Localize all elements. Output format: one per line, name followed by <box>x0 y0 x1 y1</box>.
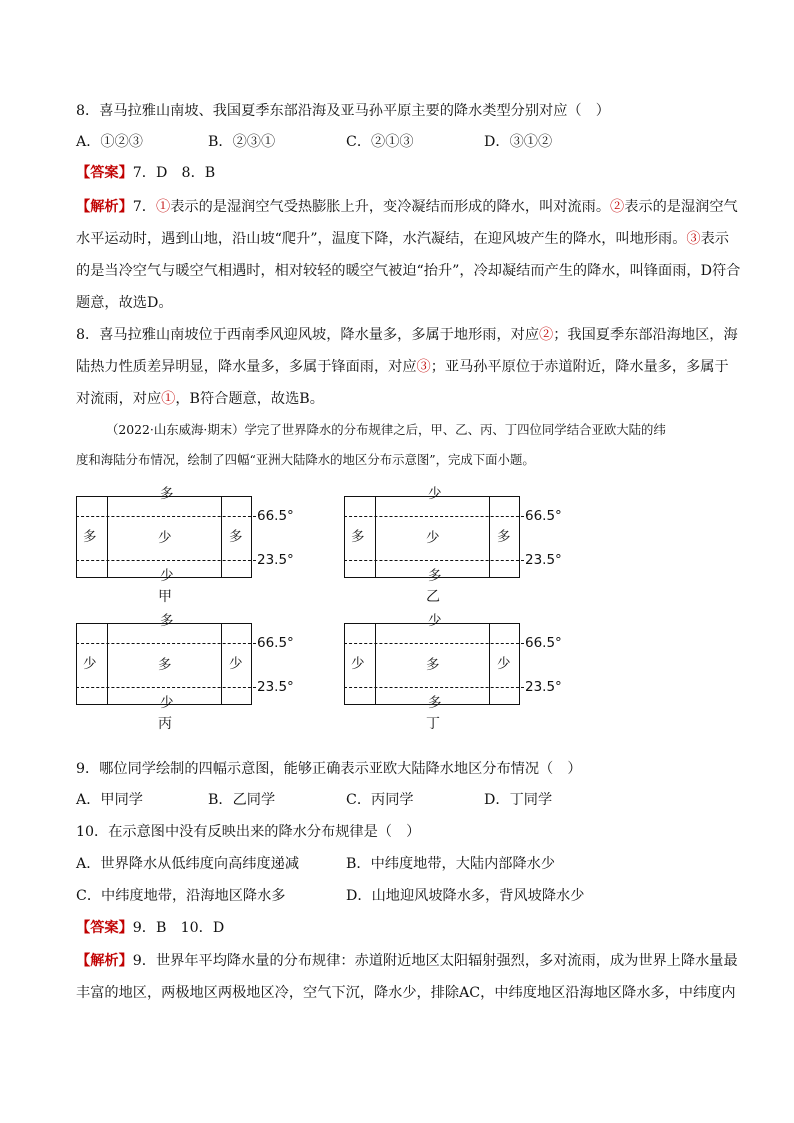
latitude-line <box>76 643 256 644</box>
q9-option-d: D．丁同学 <box>484 792 553 808</box>
coast-line <box>107 496 108 578</box>
label-top: 多 <box>160 613 174 629</box>
q8-option-c: C．②①③ <box>346 134 414 150</box>
diagram-name: 乙 <box>426 589 440 605</box>
text: ，B符合题意，故选B。 <box>175 391 324 407</box>
text: 8．喜马拉雅山南坡位于西南季风迎风坡，降水量多，多属于地形雨，对应 <box>76 327 540 343</box>
analysis-line-1 <box>76 200 736 214</box>
answer-tag: 【答案】 <box>76 165 133 181</box>
label-bottom: 多 <box>428 695 442 711</box>
answer-text: 9．B 10．D <box>132 920 225 936</box>
q8-option-a: A．①②③ <box>76 134 143 150</box>
analysis-line-5 <box>76 328 736 342</box>
text: ；我国夏季东部沿海地区，海 <box>553 327 738 343</box>
latitude-line <box>76 687 256 688</box>
intro-line-1: （2022·山东威海·期末）学完了世界降水的分布规律之后，甲、乙、丙、丁四位同学结合亚欧大陆的纬 <box>106 422 666 437</box>
coast-line <box>375 496 376 578</box>
latitude-line <box>344 687 524 688</box>
circled-3: ③ <box>686 231 701 247</box>
label-bottom: 多 <box>428 568 442 584</box>
diagram-name: 丁 <box>426 716 440 732</box>
answer-9-10 <box>76 921 736 935</box>
q9-option-c: C．丙同学 <box>346 792 414 808</box>
label-right: 多 <box>229 529 243 545</box>
label-bottom: 少 <box>160 695 174 711</box>
text: 9．世界年平均降水量的分布规律：赤道附近地区太阳辐射强烈，多对流雨，成为世界上降水量最 <box>132 953 738 969</box>
latitude-23-5: 23.5° <box>257 552 294 568</box>
analysis-line-6 <box>76 360 736 374</box>
label-center: 多 <box>158 657 172 673</box>
label-left: 少 <box>351 656 365 672</box>
text: 对流雨，对应 <box>76 391 162 407</box>
latitude-66-5: 66.5° <box>525 635 562 651</box>
q9-option-a: A．甲同学 <box>76 792 143 808</box>
q8-option-d: D．③①② <box>484 134 553 150</box>
analysis-line-7 <box>76 392 736 406</box>
coast-line <box>221 496 222 578</box>
analysis-tag: 【解析】 <box>76 953 133 969</box>
latitude-line <box>344 643 524 644</box>
label-top: 少 <box>428 486 442 502</box>
analysis2-line-1 <box>76 954 736 968</box>
q8-option-b: B．②③① <box>208 134 276 150</box>
latitude-66-5: 66.5° <box>257 508 294 524</box>
diagram-1 <box>76 486 352 638</box>
q10-option-c: C．中纬度地带，沿海地区降水多 <box>76 888 286 904</box>
label-right: 多 <box>497 529 511 545</box>
analysis2-line-2: 丰富的地区，两极地区两极地区冷，空气下沉，降水少，排除AC，中纬度地区沿海地区降水多，中纬度内 <box>76 985 736 1001</box>
q8-stem: 8．喜马拉雅山南坡、我国夏季东部沿海及亚马孙平原主要的降水类型分别对应（ ） <box>76 103 610 119</box>
label-left: 少 <box>83 656 97 672</box>
diagram-name: 甲 <box>158 589 172 605</box>
coast-line <box>221 623 222 705</box>
circled-1: ① <box>161 391 176 407</box>
q10-option-d: D．山地迎风坡降水多，背风坡降水少 <box>346 888 585 904</box>
text: 水平运动时，遇到山地，沿山坡“爬升”，温度下降，水汽凝结，在迎风坡产生的降水，叫地形雨。 <box>76 231 687 247</box>
latitude-23-5: 23.5° <box>525 679 562 695</box>
latitude-line <box>344 516 524 517</box>
label-center: 少 <box>158 530 172 546</box>
answer-text: 7．D 8．B <box>132 165 216 181</box>
coast-line <box>489 623 490 705</box>
circled-2: ② <box>539 327 554 343</box>
q10-option-a: A．世界降水从低纬度向高纬度递减 <box>76 856 300 872</box>
label-center: 少 <box>426 530 440 546</box>
coast-line <box>375 623 376 705</box>
diagram-name: 丙 <box>158 716 172 732</box>
label-center: 多 <box>426 657 440 673</box>
latitude-66-5: 66.5° <box>525 508 562 524</box>
q9-option-b: B．乙同学 <box>208 792 276 808</box>
circled-3: ③ <box>416 359 431 375</box>
answer-7-8 <box>76 166 736 180</box>
analysis-line-2 <box>76 232 736 246</box>
text: 表示的是湿润空气受热膨胀上升，变冷凝结而形成的降水，叫对流雨。 <box>170 199 611 215</box>
coast-line <box>107 623 108 705</box>
latitude-line <box>76 516 256 517</box>
diagram-2 <box>344 486 620 638</box>
answer-tag: 【答案】 <box>76 920 133 936</box>
text: 陆热力性质差异明显，降水量多，多属于锋面雨，对应 <box>76 359 417 375</box>
analysis-line-3: 的是当冷空气与暖空气相遇时，相对较轻的暖空气被迫“抬升”，冷却凝结而产生的降水，叫锋面雨，D符合 <box>76 263 741 279</box>
label-bottom: 少 <box>160 568 174 584</box>
text: ；亚马孙平原位于赤道附近，降水量多，多属于 <box>430 359 729 375</box>
q10-stem: 10．在示意图中没有反映出来的降水分布规律是（ ） <box>76 824 421 840</box>
latitude-23-5: 23.5° <box>525 552 562 568</box>
latitude-line <box>76 560 256 561</box>
label-left: 多 <box>351 529 365 545</box>
diagram-4 <box>344 613 620 765</box>
diagram-3 <box>76 613 352 765</box>
text: 表示 <box>700 231 729 247</box>
label-right: 少 <box>229 656 243 672</box>
q9-stem: 9．哪位同学绘制的四幅示意图，能够正确表示亚欧大陆降水地区分布情况（ ） <box>76 761 582 777</box>
q10-option-b: B．中纬度地带，大陆内部降水少 <box>346 856 556 872</box>
analysis-tag: 【解析】 <box>76 199 133 215</box>
latitude-23-5: 23.5° <box>257 679 294 695</box>
intro-line-2: 度和海陆分布情况，绘制了四幅“亚洲大陆降水的地区分布示意图”，完成下面小题。 <box>76 452 535 467</box>
circled-1: ① <box>155 199 171 215</box>
label-left: 多 <box>83 529 97 545</box>
latitude-66-5: 66.5° <box>257 635 294 651</box>
text: 7． <box>132 199 156 215</box>
latitude-line <box>344 560 524 561</box>
analysis-line-4: 题意，故选D。 <box>76 295 173 311</box>
coast-line <box>489 496 490 578</box>
label-top: 多 <box>160 486 174 502</box>
label-right: 少 <box>497 656 511 672</box>
circled-2: ② <box>610 199 625 215</box>
text: 表示的是湿润空气 <box>624 199 738 215</box>
label-top: 少 <box>428 613 442 629</box>
